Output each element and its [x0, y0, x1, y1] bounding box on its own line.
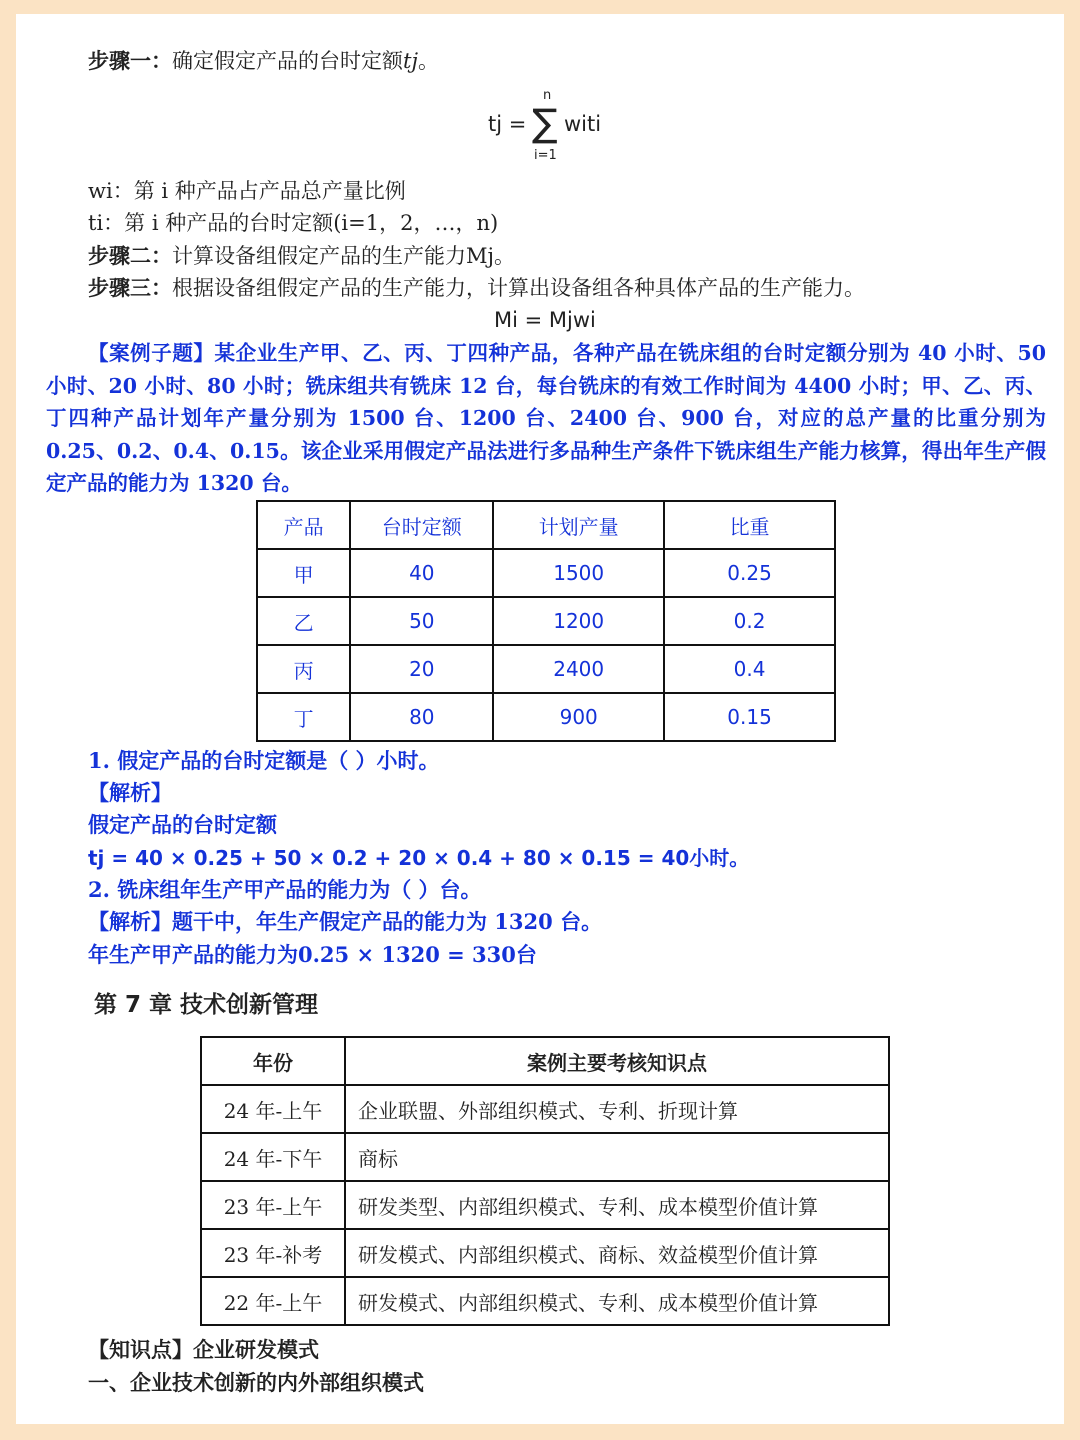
table-cell: 40	[350, 549, 493, 597]
table-cell: 0.2	[664, 597, 835, 645]
step1-text: 确定假定产品的台时定额	[172, 49, 403, 73]
case-paragraph: 【案例子题】某企业生产甲、乙、丙、丁四种产品，各种产品在铣床组的台时定额分别为 40 小时、50 小时、20 小时、80 小时；铣床组共有铣床 12 台，每台铣床的有效工作时间为 4400 小时；甲、乙、丙、丁四种产品计划年产量分别为 1500 台、1200 台、2400 台、900 台，对应的总产量的比重分别为 0.25、0.2、0.4、0.15。该企业采用假定产品法进行多品种生产条件下铣床组生产能力核算，得出年生产假定产品的能力为 1320 台。	[46, 341, 1046, 495]
table-cell: 0.25	[664, 549, 835, 597]
chapter-table-header-row	[201, 1037, 889, 1085]
table-cell: 商标	[345, 1133, 889, 1181]
table-cell: 80	[350, 693, 493, 741]
table-row	[201, 1085, 889, 1133]
table-cell: 1200	[493, 597, 664, 645]
table-cell: 23 年-补考	[201, 1229, 345, 1277]
case-table	[256, 500, 836, 742]
table-cell: 2400	[493, 645, 664, 693]
step1-label: 步骤一：	[88, 49, 172, 73]
step3-text: 根据设备组假定产品的生产能力，计算出设备组各种具体产品的生产能力。	[172, 276, 865, 300]
table-cell: 20	[350, 645, 493, 693]
step1-var: tj	[403, 49, 418, 73]
chapter-table-header: 年份	[201, 1037, 345, 1085]
step2-text: 计算设备组假定产品的生产能力Mj。	[172, 244, 516, 268]
q2-analysis: 【解析】题干中，年生产假定产品的能力为 1320 台。	[88, 909, 603, 934]
table-cell: 丙	[257, 645, 350, 693]
q1-analysis-text: 假定产品的台时定额	[88, 812, 277, 837]
question-2: 2. 铣床组年生产甲产品的能力为（ ）台。	[88, 877, 482, 902]
q1-formula: tj = 40 × 0.25 + 50 × 0.2 + 20 × 0.4 + 80 × 0.15 = 40小时。	[88, 846, 750, 870]
table-row	[201, 1229, 889, 1277]
knowledge-point: 【知识点】企业研发模式	[88, 1338, 319, 1362]
step2-line	[88, 241, 515, 271]
case-table-header-row	[257, 501, 835, 549]
document-page	[16, 14, 1064, 1424]
formula1-sum-top: n	[543, 88, 552, 103]
table-row	[201, 1133, 889, 1181]
table-cell: 0.4	[664, 645, 835, 693]
table-cell: 0.15	[664, 693, 835, 741]
table-row	[201, 1277, 889, 1325]
q2-formula: 年生产甲产品的能力为0.25 × 1320 = 330台	[88, 942, 537, 967]
def-t: ti：第 i 种产品的台时定额(i=1，2，…，n)	[88, 211, 499, 235]
section-heading: 一、企业技术创新的内外部组织模式	[88, 1371, 424, 1395]
table-cell: 研发类型、内部组织模式、专利、成本模型价值计算	[345, 1181, 889, 1229]
step3-line	[88, 273, 865, 303]
formula2: Mi = Mjwi	[494, 308, 596, 332]
table-row	[257, 645, 835, 693]
formula1-sum-symbol: ∑	[532, 101, 558, 145]
table-cell: 研发模式、内部组织模式、商标、效益模型价值计算	[345, 1229, 889, 1277]
question-1: 1. 假定产品的台时定额是（ ）小时。	[88, 748, 440, 773]
table-cell: 丁	[257, 693, 350, 741]
table-cell: 50	[350, 597, 493, 645]
table-cell: 企业联盟、外部组织模式、专利、折现计算	[345, 1085, 889, 1133]
step1-line: 步骤一：确定假定产品的台时定额tj。	[88, 49, 439, 73]
chapter-title: 第 7 章 技术创新管理	[94, 992, 319, 1018]
table-cell: 甲	[257, 549, 350, 597]
case-table-header: 计划产量	[493, 501, 664, 549]
def-w: wi：第 i 种产品占产品总产量比例	[88, 179, 406, 203]
q1-analysis-label: 【解析】	[88, 780, 172, 805]
case-table-header: 产品	[257, 501, 350, 549]
table-row	[257, 549, 835, 597]
chapter-table-header: 案例主要考核知识点	[345, 1037, 889, 1085]
table-row	[201, 1181, 889, 1229]
chapter-table	[200, 1036, 890, 1326]
table-row	[257, 693, 835, 741]
table-cell: 900	[493, 693, 664, 741]
table-cell: 24 年-下午	[201, 1133, 345, 1181]
step3-label: 步骤三：	[88, 276, 172, 300]
formula1-sum-bottom: i=1	[534, 148, 557, 163]
table-cell: 乙	[257, 597, 350, 645]
table-cell: 24 年-上午	[201, 1085, 345, 1133]
table-cell: 22 年-上午	[201, 1277, 345, 1325]
formula1-lhs: tj =	[488, 112, 527, 136]
case-table-header: 比重	[664, 501, 835, 549]
table-cell: 研发模式、内部组织模式、专利、成本模型价值计算	[345, 1277, 889, 1325]
table-row	[257, 597, 835, 645]
table-cell: 1500	[493, 549, 664, 597]
step2-label: 步骤二：	[88, 244, 172, 268]
formula1-rhs: witi	[564, 112, 602, 136]
table-cell: 23 年-上午	[201, 1181, 345, 1229]
case-table-header: 台时定额	[350, 501, 493, 549]
